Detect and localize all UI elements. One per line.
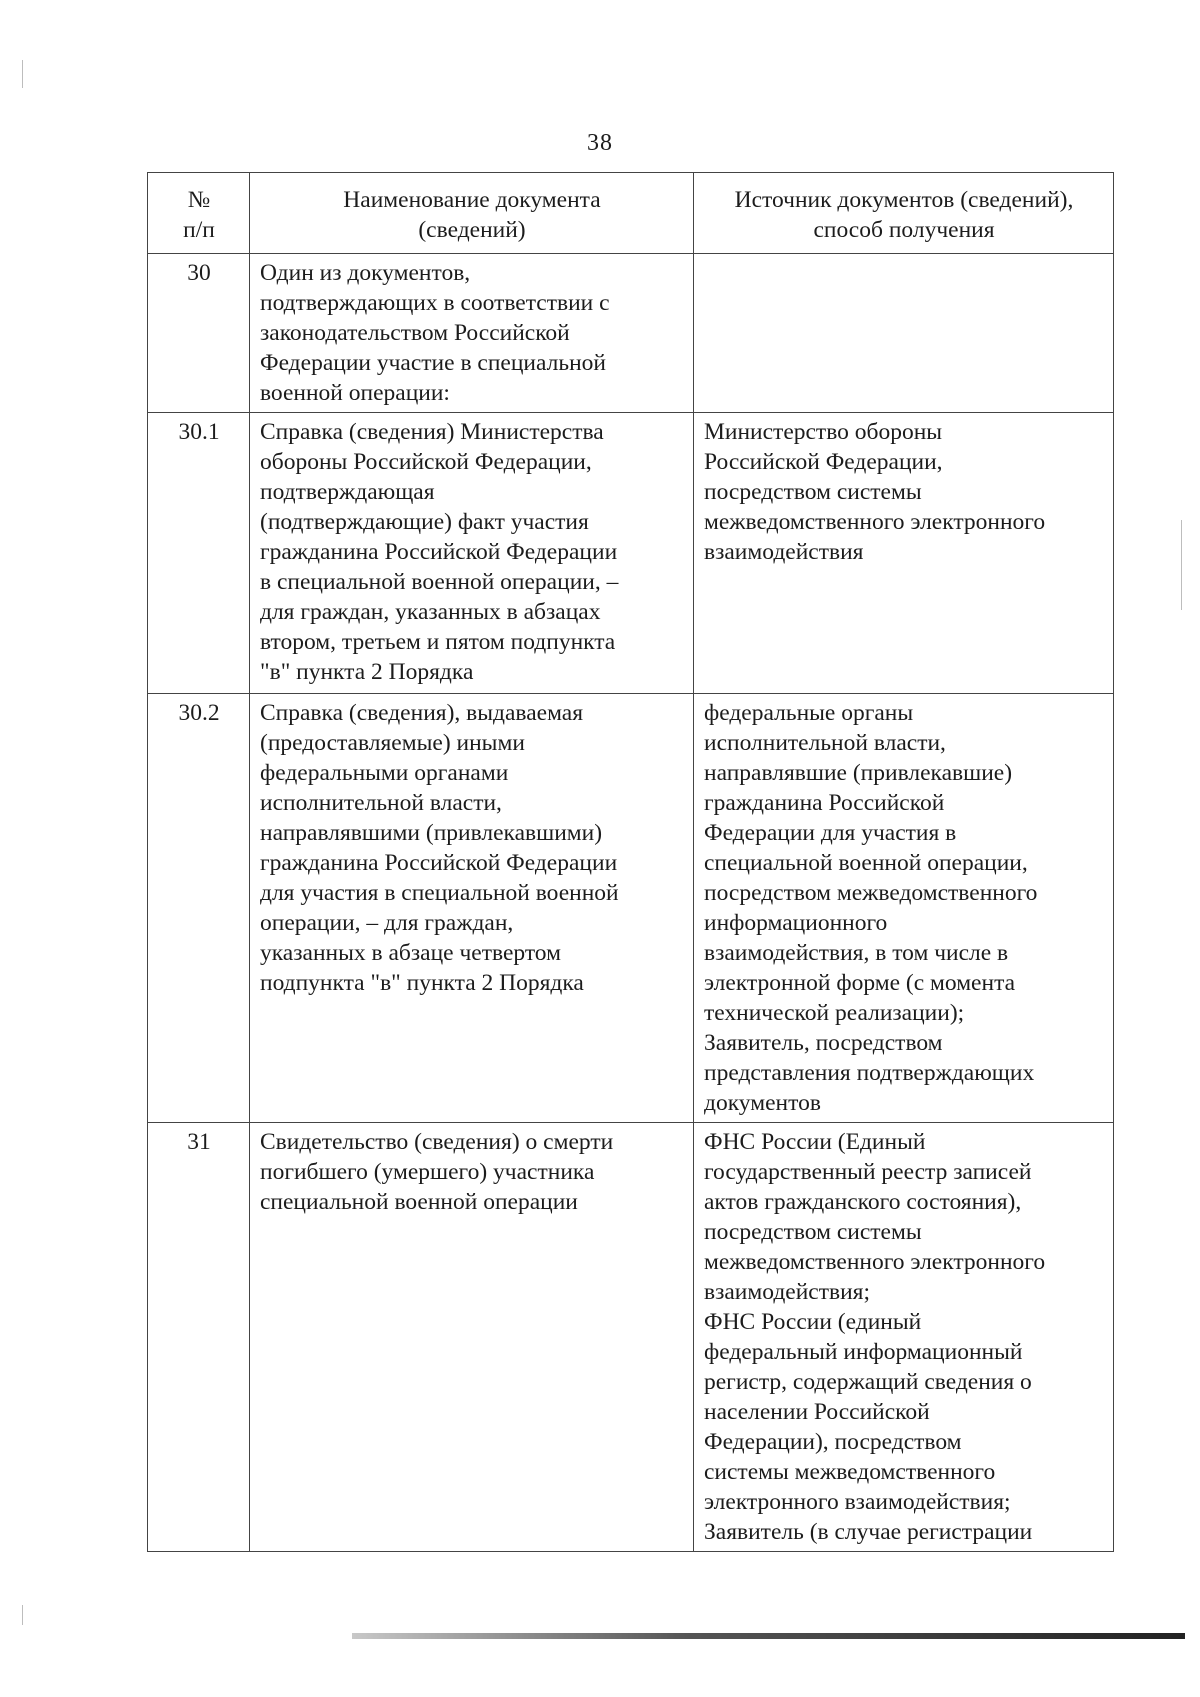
text-line: взаимодействия; [704,1279,871,1305]
text-line: представления подтверждающих [704,1060,1035,1086]
text-line: военной операции: [260,380,450,406]
text-line: обороны Российской Федерации, [260,449,592,475]
text-line: направлявшими (привлекавшими) [260,820,603,846]
text-line: Заявитель, посредством [704,1030,943,1056]
row-number: 30.1 [148,413,250,694]
text-line: Один из документов, [260,260,471,286]
text-line: информационного [704,910,888,936]
text-line: Министерство обороны [704,419,943,445]
text-line: Заявитель (в случае регистрации [704,1519,1033,1545]
header-source-line: способ получения [813,217,995,243]
text-line: специальной военной операции, [704,850,1028,876]
text-line: законодательством Российской [260,320,570,346]
text-line: направлявшие (привлекавшие) [704,760,1013,786]
table-row [148,413,1114,694]
scan-artifact-line [1181,520,1182,610]
text-line: взаимодействия [704,539,864,565]
text-line: документов [704,1090,821,1116]
text-line: посредством системы [704,479,922,505]
text-line: подтверждающих в соответствии с [260,290,610,316]
row-number: 30 [148,254,250,413]
document-name-cell [250,413,694,694]
text-line: операции, – для граждан, [260,910,514,936]
documents-table [147,172,1114,1552]
table-header-row [148,173,1114,254]
text-line: посредством системы [704,1219,922,1245]
text-line: в специальной военной операции, – [260,569,619,595]
text-line: "в" пункта 2 Порядка [260,659,474,685]
header-source [694,173,1114,254]
source-cell [694,254,1114,413]
text-line: исполнительной власти, [704,730,946,756]
header-number-line: № [187,187,211,213]
table-row [148,254,1114,413]
text-line: исполнительной власти, [260,790,502,816]
text-line: (предоставляемые) иными [260,730,525,756]
text-line: Федерации участие в специальной [260,350,606,376]
text-line: ФНС России (Единый [704,1129,926,1155]
text-line: регистр, содержащий сведения о [704,1369,1032,1395]
text-line: подтверждающая [260,479,435,505]
text-line: указанных в абзаце четвертом [260,940,561,966]
text-line: гражданина Российской Федерации [260,539,618,565]
scan-edge-bar [352,1633,1185,1639]
text-line: федеральные органы [704,700,914,726]
table-row [148,694,1114,1123]
text-line: гражданина Российской Федерации [260,850,618,876]
text-line: (подтверждающие) факт участия [260,509,589,535]
text-line: специальной военной операции [260,1189,578,1215]
text-line: государственный реестр записей [704,1159,1032,1185]
source-cell [694,1123,1114,1552]
table-row [148,1123,1114,1552]
text-line: подпункта "в" пункта 2 Порядка [260,970,584,996]
text-line: Справка (сведения) Министерства [260,419,604,445]
header-document-name [250,173,694,254]
header-document-line: (сведений) [418,217,526,243]
document-name-cell [250,1123,694,1552]
scan-artifact-line [22,60,23,88]
text-line: электронной форме (с момента [704,970,1016,996]
page-number: 38 [587,130,613,156]
text-line: ФНС России (единый [704,1309,922,1335]
text-line: Федерации), посредством [704,1429,962,1455]
text-line: гражданина Российской [704,790,945,816]
text-line: втором, третьем и пятом подпункта [260,629,616,655]
text-line: электронного взаимодействия; [704,1489,1011,1515]
header-number [148,173,250,254]
header-source-line: Источник документов (сведений), [734,187,1074,213]
source-cell [694,413,1114,694]
row-number: 31 [148,1123,250,1552]
text-line: для участия в специальной военной [260,880,619,906]
text-line: Федерации для участия в [704,820,957,846]
text-line: федеральный информационный [704,1339,1023,1365]
text-line: системы межведомственного [704,1459,996,1485]
text-line: для граждан, указанных в абзацах [260,599,601,625]
text-line: Справка (сведения), выдаваемая [260,700,584,726]
scan-artifact-line [22,1605,23,1625]
text-line: Свидетельство (сведения) о смерти [260,1129,614,1155]
row-number: 30.2 [148,694,250,1123]
text-line: взаимодействия, в том числе в [704,940,1009,966]
text-line: технической реализации); [704,1000,965,1026]
text-line: актов гражданского состояния), [704,1189,1022,1215]
text-line: посредством межведомственного [704,880,1038,906]
header-number-line: п/п [183,217,215,243]
document-name-cell [250,254,694,413]
source-cell [694,694,1114,1123]
text-line: населении Российской [704,1399,930,1425]
text-line: межведомственного электронного [704,509,1046,535]
header-document-line: Наименование документа [343,187,601,213]
document-name-cell [250,694,694,1123]
text-line: погибшего (умершего) участника [260,1159,595,1185]
text-line: межведомственного электронного [704,1249,1046,1275]
text-line: Российской Федерации, [704,449,943,475]
text-line: федеральными органами [260,760,509,786]
